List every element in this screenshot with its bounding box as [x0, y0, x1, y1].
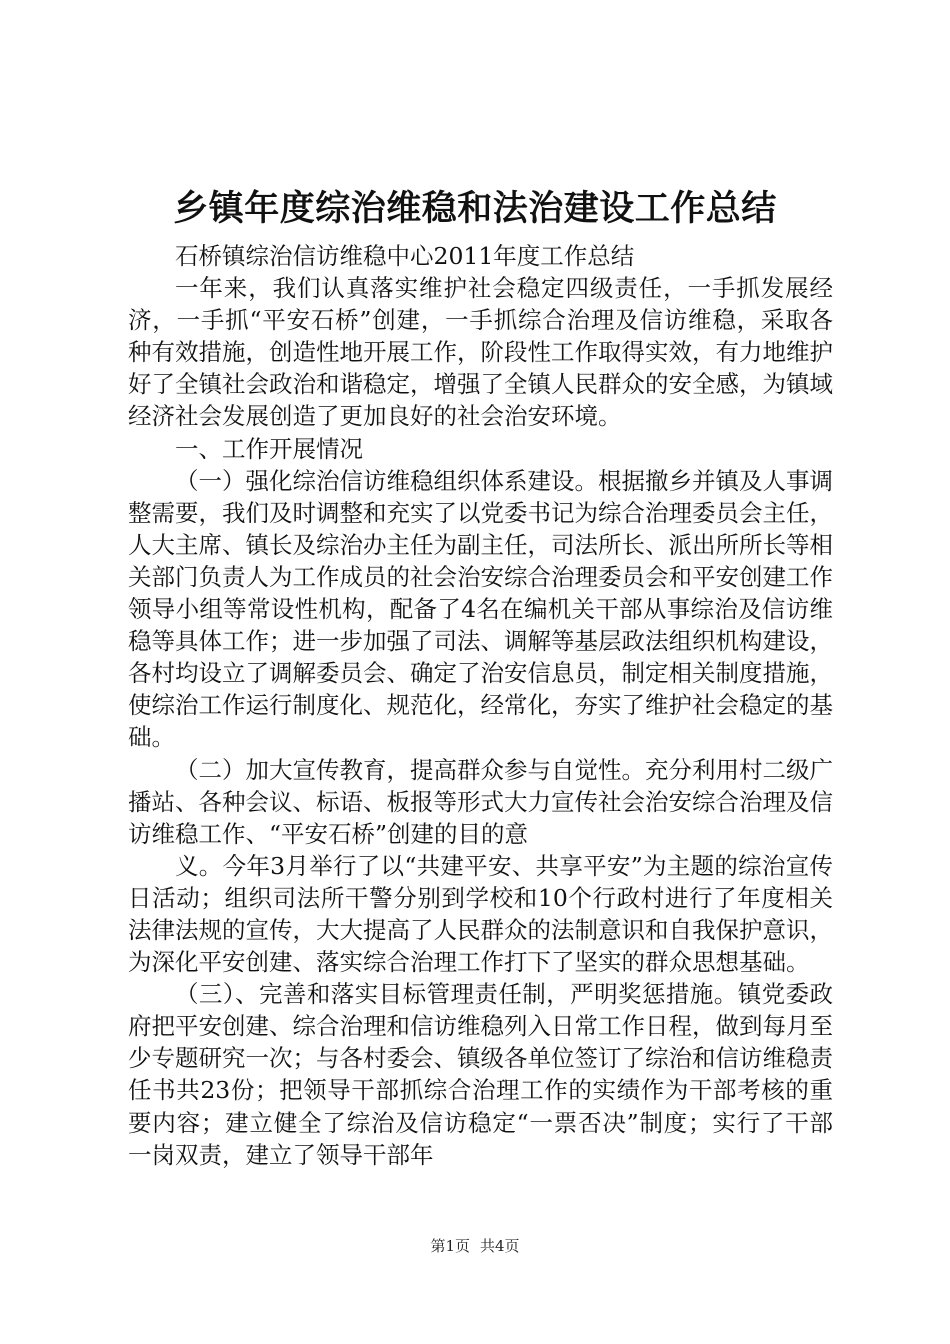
page-footer — [0, 1236, 950, 1256]
body-paragraph: 一年来，我们认真落实维护社会稳定四级责任，一手抓发展经济，一手抓“平安石桥”创建，一手抓综合治理及信访维稳，采取各种有效措施，创造性地开展工作，阶段性工作取得实效，有力地维护好了全镇社会政治和谐稳定，增强了全镇人民群众的安全感，为镇域经济社会发展创造了更加良好的社会治安环境。 — [128, 274, 833, 431]
document-title: 乡镇年度综治维稳和法治建设工作总结 — [173, 188, 777, 229]
section-heading: 一、工作开展情况 — [175, 434, 363, 463]
body-paragraph: （三）、完善和落实目标管理责任制，严明奖惩措施。镇党委政府把平安创建、综合治理和信访维稳列入日常工作日程，做到每月至少专题研究一次；与各村委会、镇级各单位签订了综治和信访维稳责任书共23份；把领导干部抓综合治理工作的实绩作为干部考核的重要内容；建立健全了综治及信访稳定“一票否决”制度；实行了干部一岗双责，建立了领导干部年 — [128, 980, 833, 1169]
body-paragraph: （一）强化综治信访维稳组织体系建设。根据撤乡并镇及人事调整需要，我们及时调整和充实了以党委书记为综合治理委员会主任，人大主席、镇长及综治办主任为副主任，司法所长、派出所所长等相关部门负责人为工作成员的社会治安综合治理委员会和平安创建工作领导小组等常设性机构，配备了4名在编机关干部从事综治及信访维稳等具体工作；进一步加强了司法、调解等基层政法组织机构建设，各村均设立了调解委员会、确定了治安信息员，制定相关制度措施，使综治工作运行制度化、规范化，经常化，夯实了维护社会稳定的基础。 — [128, 466, 833, 752]
body-paragraph: 义。今年3月举行了以“共建平安、共享平安”为主题的综治宣传日活动；组织司法所干警分别到学校和10个行政村进行了年度相关法律法规的宣传，大大提高了人民群众的法制意识和自我保护意识，为深化平安创建、落实综合治理工作打下了坚实的群众思想基础。 — [128, 851, 833, 977]
document-body — [128, 240, 833, 1171]
body-paragraph: （二）加大宣传教育，提高群众参与自觉性。充分利用村二级广播站、各种会议、标语、板报等形式大力宣传社会治安综合治理及信访维稳工作、“平安石桥”创建的目的意 — [128, 755, 833, 848]
page-total: 共4页 — [480, 1237, 520, 1255]
page-number: 第1页 — [430, 1237, 470, 1255]
subtitle-paragraph: 石桥镇综治信访维稳中心2011年度工作总结 — [175, 242, 635, 270]
